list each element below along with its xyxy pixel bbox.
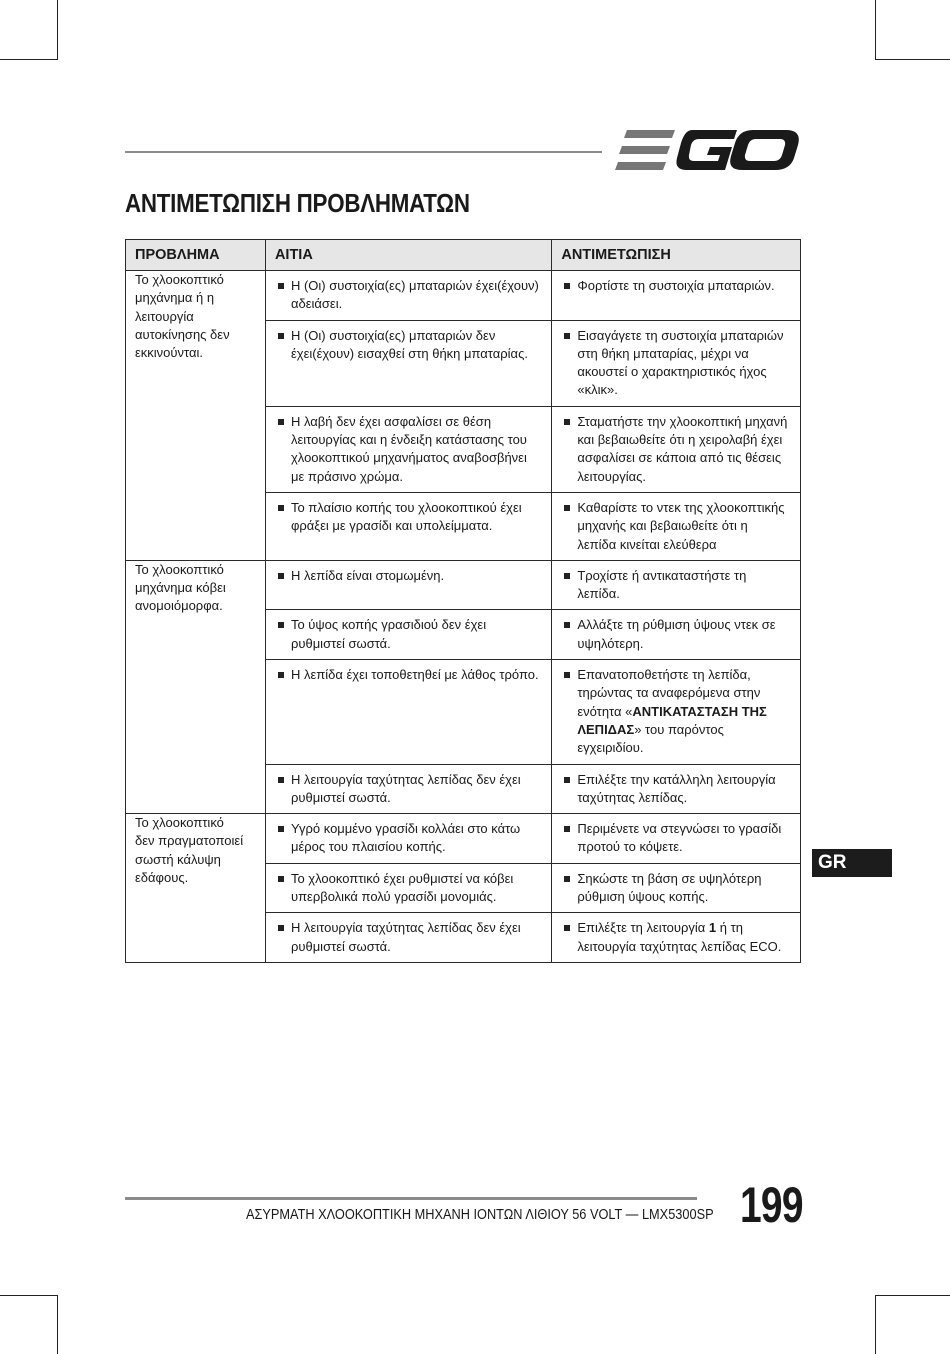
remedy-text: » του παρόντος εγχειριδίου. [577,721,724,756]
page-number: 199 [740,1177,803,1233]
language-tab: GR [812,849,892,877]
remedy-item: Αλλάξτε τη ρύθμιση ύψους ντεκ σε υψηλότερη. [562,616,790,653]
remedy-cell [552,271,801,321]
cause-cell [265,560,551,610]
column-header-remedy: ΑΝΤΙΜΕΤΩΠΙΣΗ [552,240,801,271]
header-rule [125,151,602,153]
crop-mark [875,59,950,60]
remedy-cell [552,492,801,560]
cause-cell [265,814,551,864]
cause-item: Υγρό κομμένο γρασίδι κολλάει στο κάτω μέρος του πλαισίου κοπής. [276,820,541,857]
cause-item: Το ύψος κοπής γρασιδιού δεν έχει ρυθμιστεί σωστά. [276,616,541,653]
remedy-item: Επιλέξτε την κατάλληλη λειτουργία ταχύτητας λεπίδας. [562,771,790,808]
remedy-item: Σηκώστε τη βάση σε υψηλότερη ρύθμιση ύψους κοπής. [562,870,790,907]
table-header-row [126,240,801,271]
cause-item: Η (Οι) συστοιχία(ες) μπαταριών δεν έχει(έχουν) εισαχθεί στη θήκη μπαταρίας. [276,327,541,364]
problem-cell [126,560,266,813]
cause-cell [265,610,551,660]
problem-text: Το χλοοκοπτικό δεν πραγματοποιεί σωστή κάλυψη εδάφους. [135,815,244,886]
cause-item: Η λειτουργία ταχύτητας λεπίδας δεν έχει ρυθμιστεί σωστά. [276,919,541,956]
ego-logo [615,128,801,174]
section-reference: ΑΝΤΙΚΑΤΑΣΤΑΣΗ ΤΗΣ ΛΕΠΙΔΑΣ [577,703,767,737]
remedy-text: Επιλέξτε τη λειτουργία [577,920,709,936]
problem-cell [126,814,266,963]
cause-item: Η λεπίδα είναι στομωμένη. [276,567,541,585]
crop-mark [875,1295,950,1296]
problem-cell [126,271,266,561]
cause-cell [265,863,551,913]
remedy-text: ή τη λειτουργία ταχύτητας λεπίδας ECO. [577,920,782,954]
crop-mark [57,1295,58,1354]
cause-cell [265,406,551,492]
remedy-item [562,919,790,956]
crop-mark [875,0,876,60]
crop-mark [0,1295,58,1296]
cause-cell [265,764,551,814]
cause-item: Η λαβή δεν έχει ασφαλίσει σε θέση λειτουργίας και η ένδειξη κατάστασης του χλοοκοπτικού μηχανήματος αναβοσβήνει με πράσινο χρώμα. [276,413,541,486]
remedy-item [562,666,790,757]
remedy-cell [552,560,801,610]
cause-item: Η λειτουργία ταχύτητας λεπίδας δεν έχει ρυθμιστεί σωστά. [276,771,541,808]
remedy-cell [552,406,801,492]
crop-mark [0,59,58,60]
remedy-cell [552,764,801,814]
table-row [126,814,801,864]
page-title: ΑΝΤΙΜΕΤΩΠΙΣΗ ΠΡΟΒΛΗΜΑΤΩΝ [125,188,470,218]
cause-cell [265,492,551,560]
cause-item: Το πλαίσιο κοπής του χλοοκοπτικού έχει φράξει με γρασίδι και υπολείμματα. [276,499,541,536]
remedy-item: Τροχίστε ή αντικαταστήστε τη λεπίδα. [562,567,790,604]
crop-mark [57,0,58,60]
remedy-text: Επανατοποθετήστε τη λεπίδα, τηρώντας τα αναφερόμενα στην ενότητα « [577,667,761,719]
crop-mark [875,1295,876,1354]
troubleshooting-table [125,239,801,963]
footer-rule [125,1197,697,1200]
table-row [126,560,801,610]
table-row [126,271,801,321]
remedy-item: Περιμένετε να στεγνώσει το γρασίδι προτού το κόψετε. [562,820,790,857]
remedy-item: Εισαγάγετε τη συστοιχία μπαταριών στη θήκη μπαταρίας, μέχρι να ακουστεί ο χαρακτηριστικός ήχος «κλικ». [562,327,790,400]
cause-item: Το χλοοκοπτικό έχει ρυθμιστεί να κόβει υπερβολικά πολύ γρασίδι μονομιάς. [276,870,541,907]
problem-text: Το χλοοκοπτικό μηχάνημα κόβει ανομοιόμορφα. [135,561,226,614]
problem-text: Το χλοοκοπτικό μηχάνημα ή η λειτουργία αυτοκίνησης δεν εκκινούνται. [135,272,230,361]
remedy-item: Καθαρίστε το ντεκ της χλοοκοπτικής μηχανής και βεβαιωθείτε ότι η λεπίδα κινείται ελεύθερα [562,499,790,554]
cause-cell [265,913,551,963]
mode-number: 1 [708,920,717,936]
remedy-item: Σταματήστε την χλοοκοπτική μηχανή και βεβαιωθείτε ότι η χειρολαβή έχει ασφαλίσει σε κάποια από τις θέσεις λειτουργίας. [562,413,790,486]
cause-cell [265,660,551,764]
column-header-cause: ΑΙΤΙΑ [265,240,551,271]
cause-item: Η λεπίδα έχει τοποθετηθεί με λάθος τρόπο. [276,666,541,684]
remedy-cell [552,660,801,764]
cause-cell [265,320,551,406]
cause-item: Η (Οι) συστοιχία(ες) μπαταριών έχει(έχουν) αδειάσει. [276,277,541,314]
footer-product-name: ΑΣΥΡΜΑΤΗ ΧΛΟΟΚΟΠΤΙΚΗ ΜΗΧΑΝΗ ΙΟΝΤΩΝ ΛΙΘΙΟΥ 56 VOLT — LMX5300SP [246,1207,714,1223]
remedy-cell [552,913,801,963]
remedy-cell [552,610,801,660]
remedy-cell [552,320,801,406]
remedy-cell [552,814,801,864]
column-header-problem: ΠΡΟΒΛΗΜΑ [126,240,266,271]
remedy-cell [552,863,801,913]
cause-cell [265,271,551,321]
remedy-item: Φορτίστε τη συστοιχία μπαταριών. [562,277,790,295]
